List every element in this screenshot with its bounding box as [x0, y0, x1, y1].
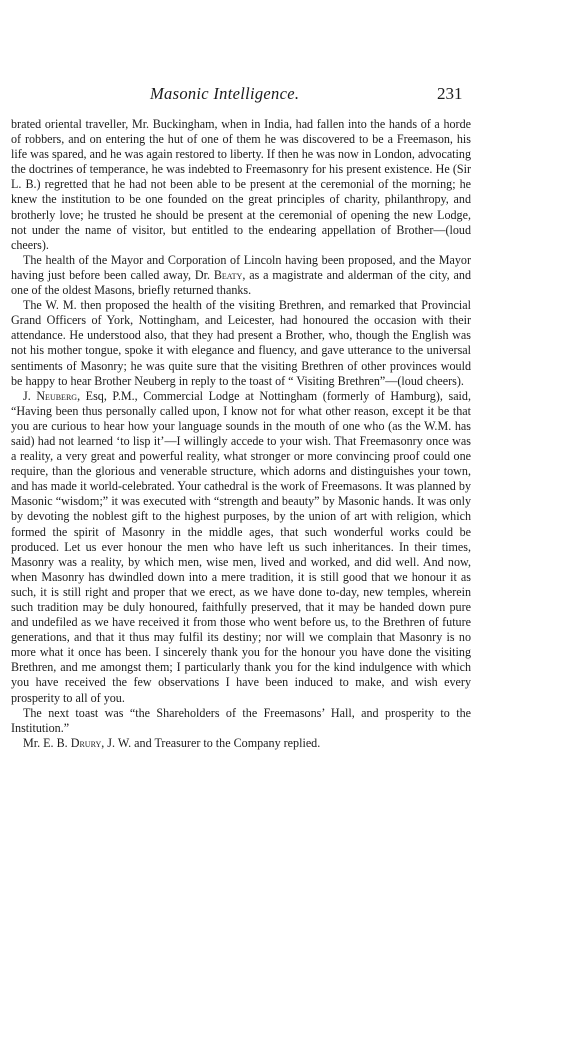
page-number: 231: [437, 84, 463, 103]
paragraph-text: , J. W. and Treasurer to the Company replied.: [101, 735, 321, 750]
speaker-name: Drury: [70, 735, 102, 750]
speaker-name: Neuberg: [36, 388, 78, 403]
paragraph-drury-reply: [11, 736, 471, 751]
paragraph-shareholders-toast: The next toast was “the Shareholders of the Freemasons’ Hall, and prosperity to the Institution.”: [11, 705, 471, 735]
running-title: Masonic Intelligence.: [150, 84, 300, 103]
speaker-name: Beaty: [213, 267, 243, 282]
paragraph-neuberg-speech: [11, 389, 471, 706]
paragraph-text: J.: [23, 388, 37, 403]
paragraph-mayor-toast: [11, 253, 471, 298]
paragraph-visiting-brethren: The W. M. then proposed the health of the visiting Brethren, and remarked that Provincial Grand Officers of York, Nottingham, and Leicester, had honoured the occasion with their attendance. He understood also, that they had present a Brother, who, though the English was not his mother tongue, spoke it with elegance and fluency, and gave utterance to the universal sentiments of Masonry; he was quite sure that the visiting Brethren of other provinces would be happy to hear Brother Neuberg in reply to the toast of “ Visiting Brethren”—(loud cheers).: [11, 298, 471, 388]
paragraph-text: Mr. E. B.: [23, 735, 71, 750]
paragraph-text: , as a magistrate and alderman of the city, and one of the oldest Masons, briefly returned thanks.: [11, 267, 471, 298]
paragraph-text: , Esq, P.M., Commercial Lodge at Nottingham (formerly of Hamburg), said, “Having been thus personally called upon, I know not for what other reason, except it be that you are curious to hear how your language sounds in the mouth of one who (as the W.M. has said) had not learned ‘to lisp it’—I willingly accede to your wish. That Freemasonry once was a reality, a very great and powerful reality, what stronger or more convincing proof could one require, than the glorious and venerable structure, which adorns and distinguishes your town, and has made it world-celebrated. Your cathedral is the work of Freemasons. It was planned by Masonic “wisdom;” it was executed with “strength and beauty” by Masonic hands. It was only by devoting the noblest gift to the highest purposes, by the union of art with religion, which formed the spirit of Masonry in the middle ages, that such wonderful works could be produced. Let us ever honour the men who have left us such inheritances. In their times, Masonry was a reality, by which men, wise men, lived and worked, and did well. And now, when Masonry has dwindled down into a mere tradition, it is still good that we honour it as such, it is still right and proper that we erect, as we have done to-day, new temples, wherein such tradition may be duly honoured, faithfully preserved, that it may be handed down pure and undefiled as we have received it from those who went before us, to the Brethren of future generations, and that it thus may fulfil its destiny; nor will we complain that Masonry is no more what it once has been. I sincerely thank you for the honour you have done the visiting Brethren, and me amongst them; I particularly thank you for the kind indulgence with which you have received the few observations I have been induced to make, and wish every prosperity to all of you.: [11, 388, 471, 705]
body-text: [11, 117, 471, 751]
paragraph-text: The health of the Mayor and Corporation of Lincoln having been proposed, and the Mayor having just before been called away, Dr.: [11, 252, 471, 282]
running-head: [0, 84, 585, 106]
paragraph-continuation: brated oriental traveller, Mr. Buckingham, when in India, had fallen into the hands of a horde of robbers, and on entering the hut of one of them he was discovered to be a Freemason, his life was spared, and he was again restored to liberty. If then he was now in London, advocating the doctrines of temperance, he was indebted to Freemasonry for his present existence. He (Sir L. B.) regretted that he had not been able to be present at the ceremonial of the morning; he knew the institution to be one founded on the great principles of charity, philanthropy, and brotherly love; he trusted he should be present at the ceremonial of opening the new Lodge, not under the name of visitor, but entitled to the endearing appellation of Brother—(loud cheers).: [11, 117, 471, 252]
